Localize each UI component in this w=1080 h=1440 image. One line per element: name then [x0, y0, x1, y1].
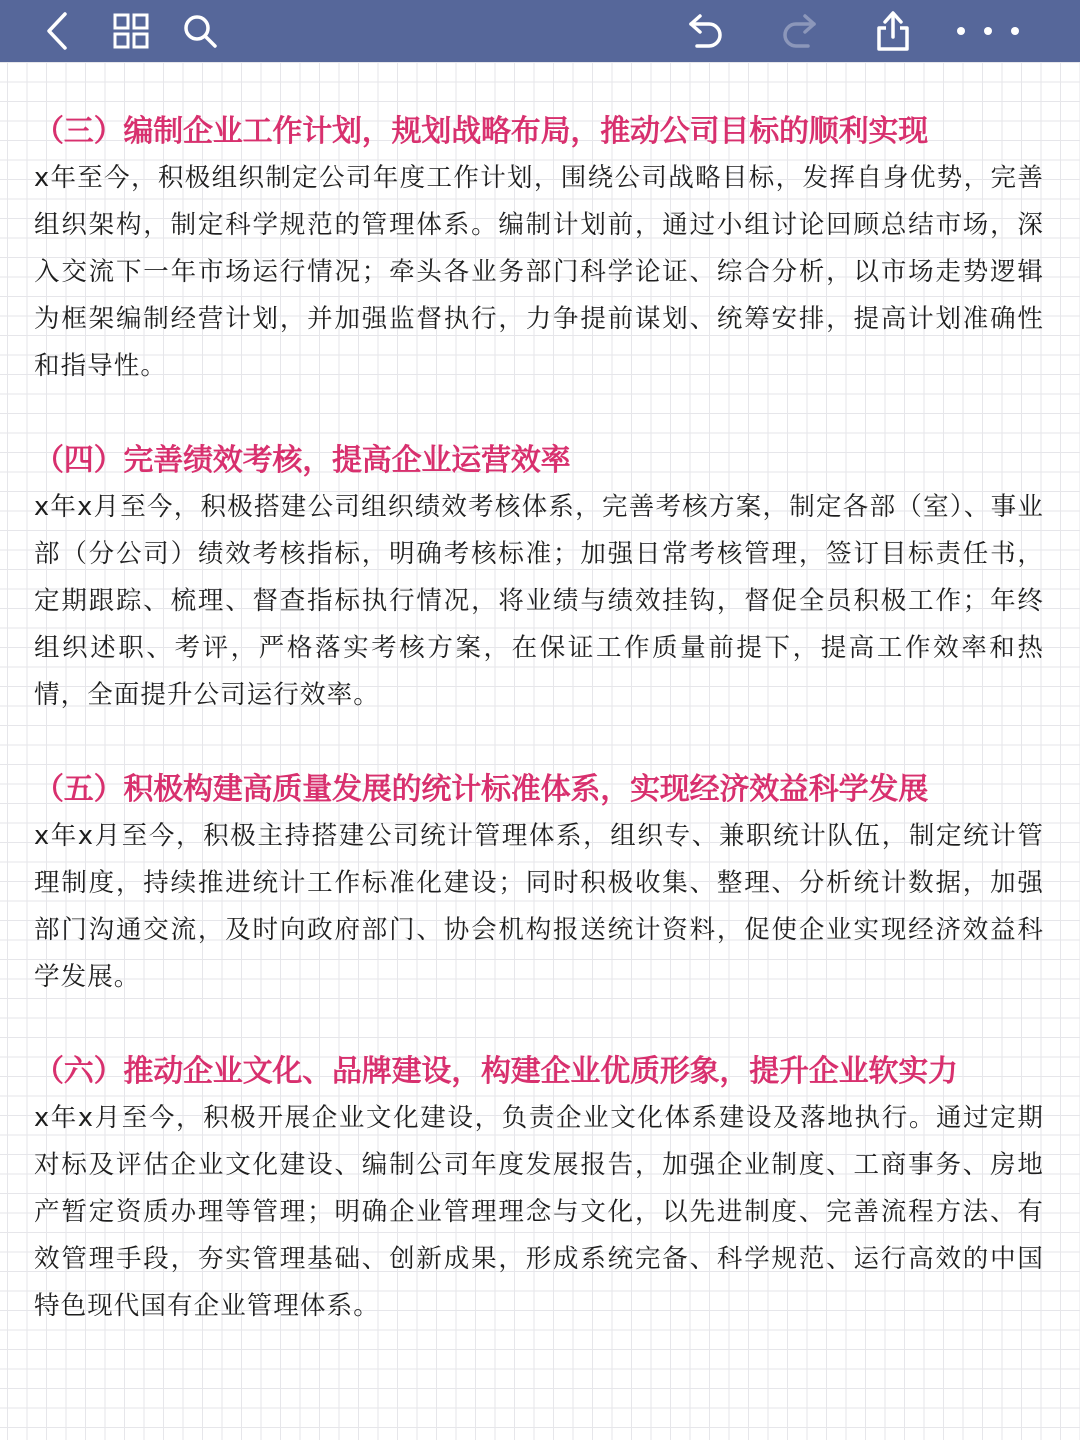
document-section — [34, 1048, 1044, 1330]
search-button[interactable] — [175, 6, 225, 56]
grid-icon — [112, 12, 150, 50]
share-button[interactable] — [868, 6, 918, 56]
more-button[interactable] — [948, 6, 1028, 56]
top-toolbar — [0, 0, 1080, 62]
back-button[interactable] — [33, 6, 83, 56]
section-heading: （五）积极构建高质量发展的统计标准体系，实现经济效益科学发展 — [34, 772, 928, 807]
grid-view-button[interactable] — [106, 6, 156, 56]
section-heading: （四）完善绩效考核，提高企业运营效率 — [34, 443, 571, 478]
section-heading: （三）编制企业工作计划，规划战略布局，推动公司目标的顺利实现 — [34, 114, 928, 149]
redo-button[interactable] — [774, 6, 824, 56]
undo-button[interactable] — [681, 6, 731, 56]
share-icon — [873, 9, 913, 53]
document-section — [34, 437, 1044, 719]
document-section — [34, 108, 1044, 390]
more-icon — [953, 25, 1023, 37]
search-icon — [181, 12, 219, 50]
section-body: x年x月至今，积极主持搭建公司统计管理体系，组织专、兼职统计队伍，制定统计管理制度，持续推进统计工作标准化建设；同时积极收集、整理、分析统计数据，加强部门沟通交流，及时向政府部门、协会机构报送统计资料，促使企业实现经济效益科学发展。 — [34, 821, 1044, 992]
document-content — [34, 108, 1044, 1330]
section-body: x年x月至今，积极搭建公司组织绩效考核体系，完善考核方案，制定各部（室）、事业部（分公司）绩效考核指标，明确考核标准；加强日常考核管理，签订目标责任书，定期跟踪、梳理、督查指标执行情况，将业绩与绩效挂钩，督促全员积极工作；年终组织述职、考评，严格落实考核方案，在保证工作质量前提下，提高工作效率和热情，全面提升公司运行效率。 — [34, 492, 1044, 710]
undo-icon — [685, 11, 727, 51]
back-icon — [43, 11, 73, 51]
section-body: x年至今，积极组织制定公司年度工作计划，围绕公司战略目标，发挥自身优势，完善组织架构，制定科学规范的管理体系。编制计划前，通过小组讨论回顾总结市场，深入交流下一年市场运行情况；牵头各业务部门科学论证、综合分析，以市场走势逻辑为框架编制经营计划，并加强监督执行，力争提前谋划、统筹安排，提高计划准确性和指导性。 — [34, 163, 1044, 381]
document-section — [34, 766, 1044, 1001]
section-heading: （六）推动企业文化、品牌建设，构建企业优质形象，提升企业软实力 — [34, 1054, 958, 1089]
section-body: x年x月至今，积极开展企业文化建设，负责企业文化体系建设及落地执行。通过定期对标及评估企业文化建设、编制公司年度发展报告，加强企业制度、工商事务、房地产暂定资质办理等管理；明确企业管理理念与文化，以先进制度、完善流程方法、有效管理手段，夯实管理基础、创新成果，形成系统完备、科学规范、运行高效的中国特色现代国有企业管理体系。 — [34, 1103, 1044, 1321]
redo-icon — [778, 11, 820, 51]
